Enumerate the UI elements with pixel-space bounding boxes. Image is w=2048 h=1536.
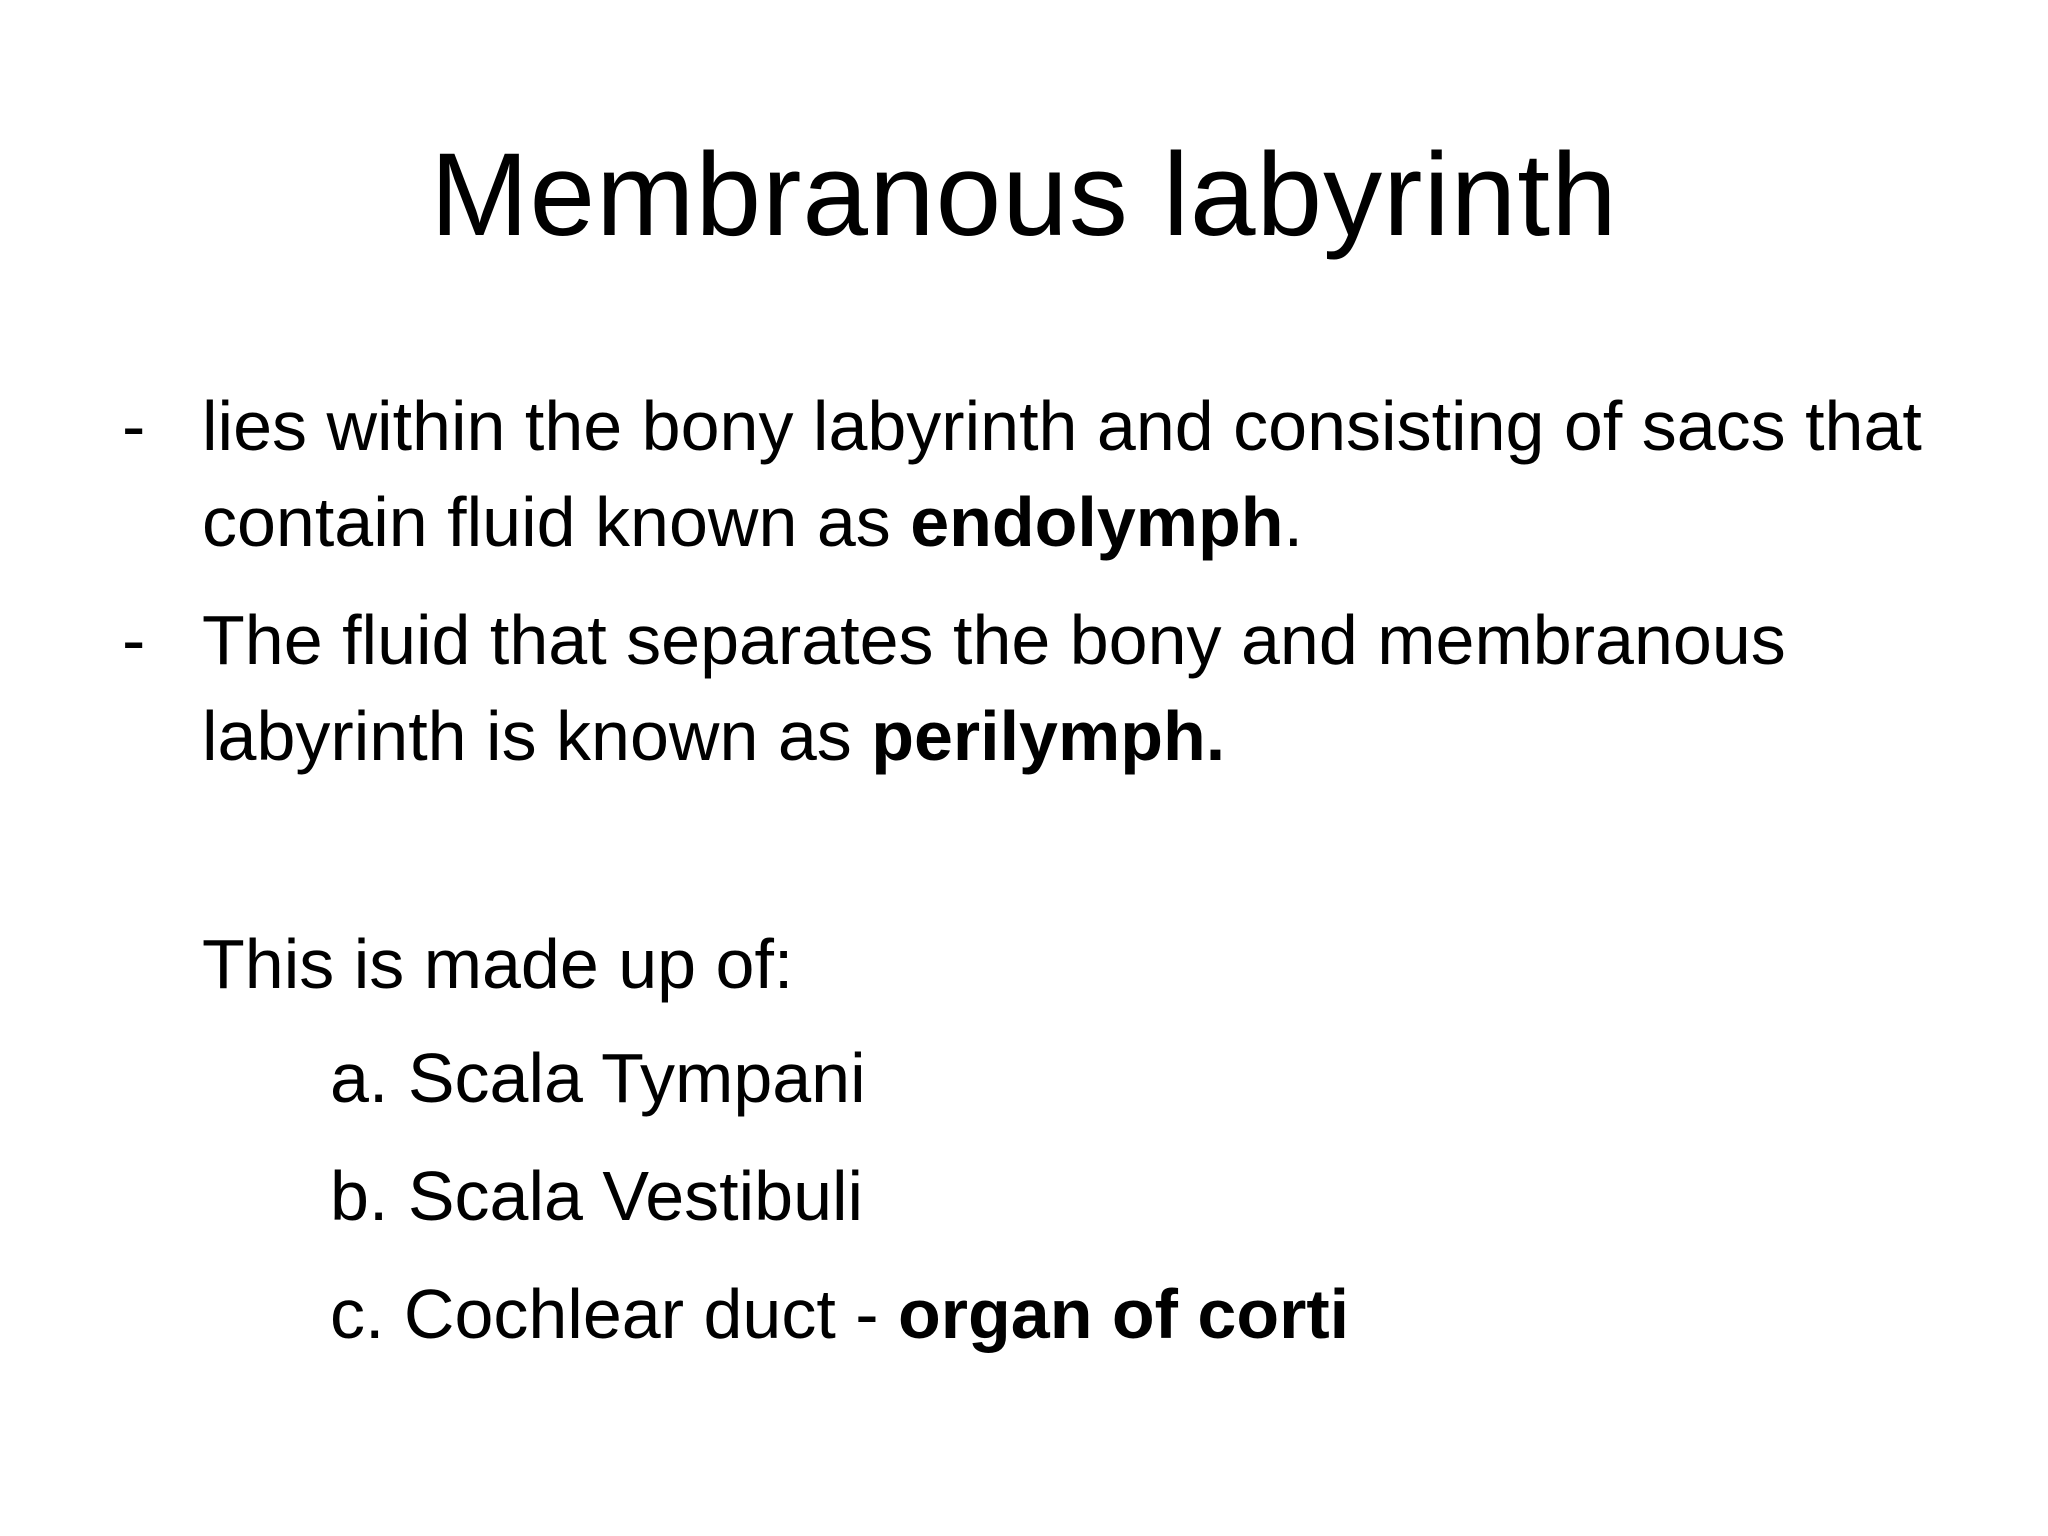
bullet-item-perilymph xyxy=(118,592,1978,784)
bold-term-endolymph: endolymph xyxy=(910,483,1284,561)
bold-term-organ-of-corti: organ of corti xyxy=(898,1275,1350,1353)
sub-item-label: b. Scala Vestibuli xyxy=(330,1157,864,1235)
sub-item-scala-tympani xyxy=(330,1030,1349,1148)
bullet-text: lies within the bony labyrinth and consisting of sacs that contain fluid known as xyxy=(202,387,1922,561)
bold-term-perilymph: perilymph. xyxy=(871,697,1226,775)
bullet-list xyxy=(118,378,1978,806)
sub-item-cochlear-duct xyxy=(330,1266,1349,1384)
bullet-dash: - xyxy=(122,387,146,465)
sub-list xyxy=(330,1030,1349,1384)
bullet-dash: - xyxy=(122,601,146,679)
bullet-text: The fluid that separates the bony and membranous labyrinth is known as xyxy=(202,601,1786,775)
sub-item-scala-vestibuli xyxy=(330,1148,1349,1266)
slide-title: Membranous labyrinth xyxy=(430,129,1618,261)
intro-text: This is made up of: xyxy=(202,925,794,1003)
bullet-item-endolymph xyxy=(118,378,1978,570)
sub-item-label: c. Cochlear duct - xyxy=(330,1275,898,1353)
bullet-period: . xyxy=(1283,483,1304,561)
sub-item-label: a. Scala Tympani xyxy=(330,1039,866,1117)
